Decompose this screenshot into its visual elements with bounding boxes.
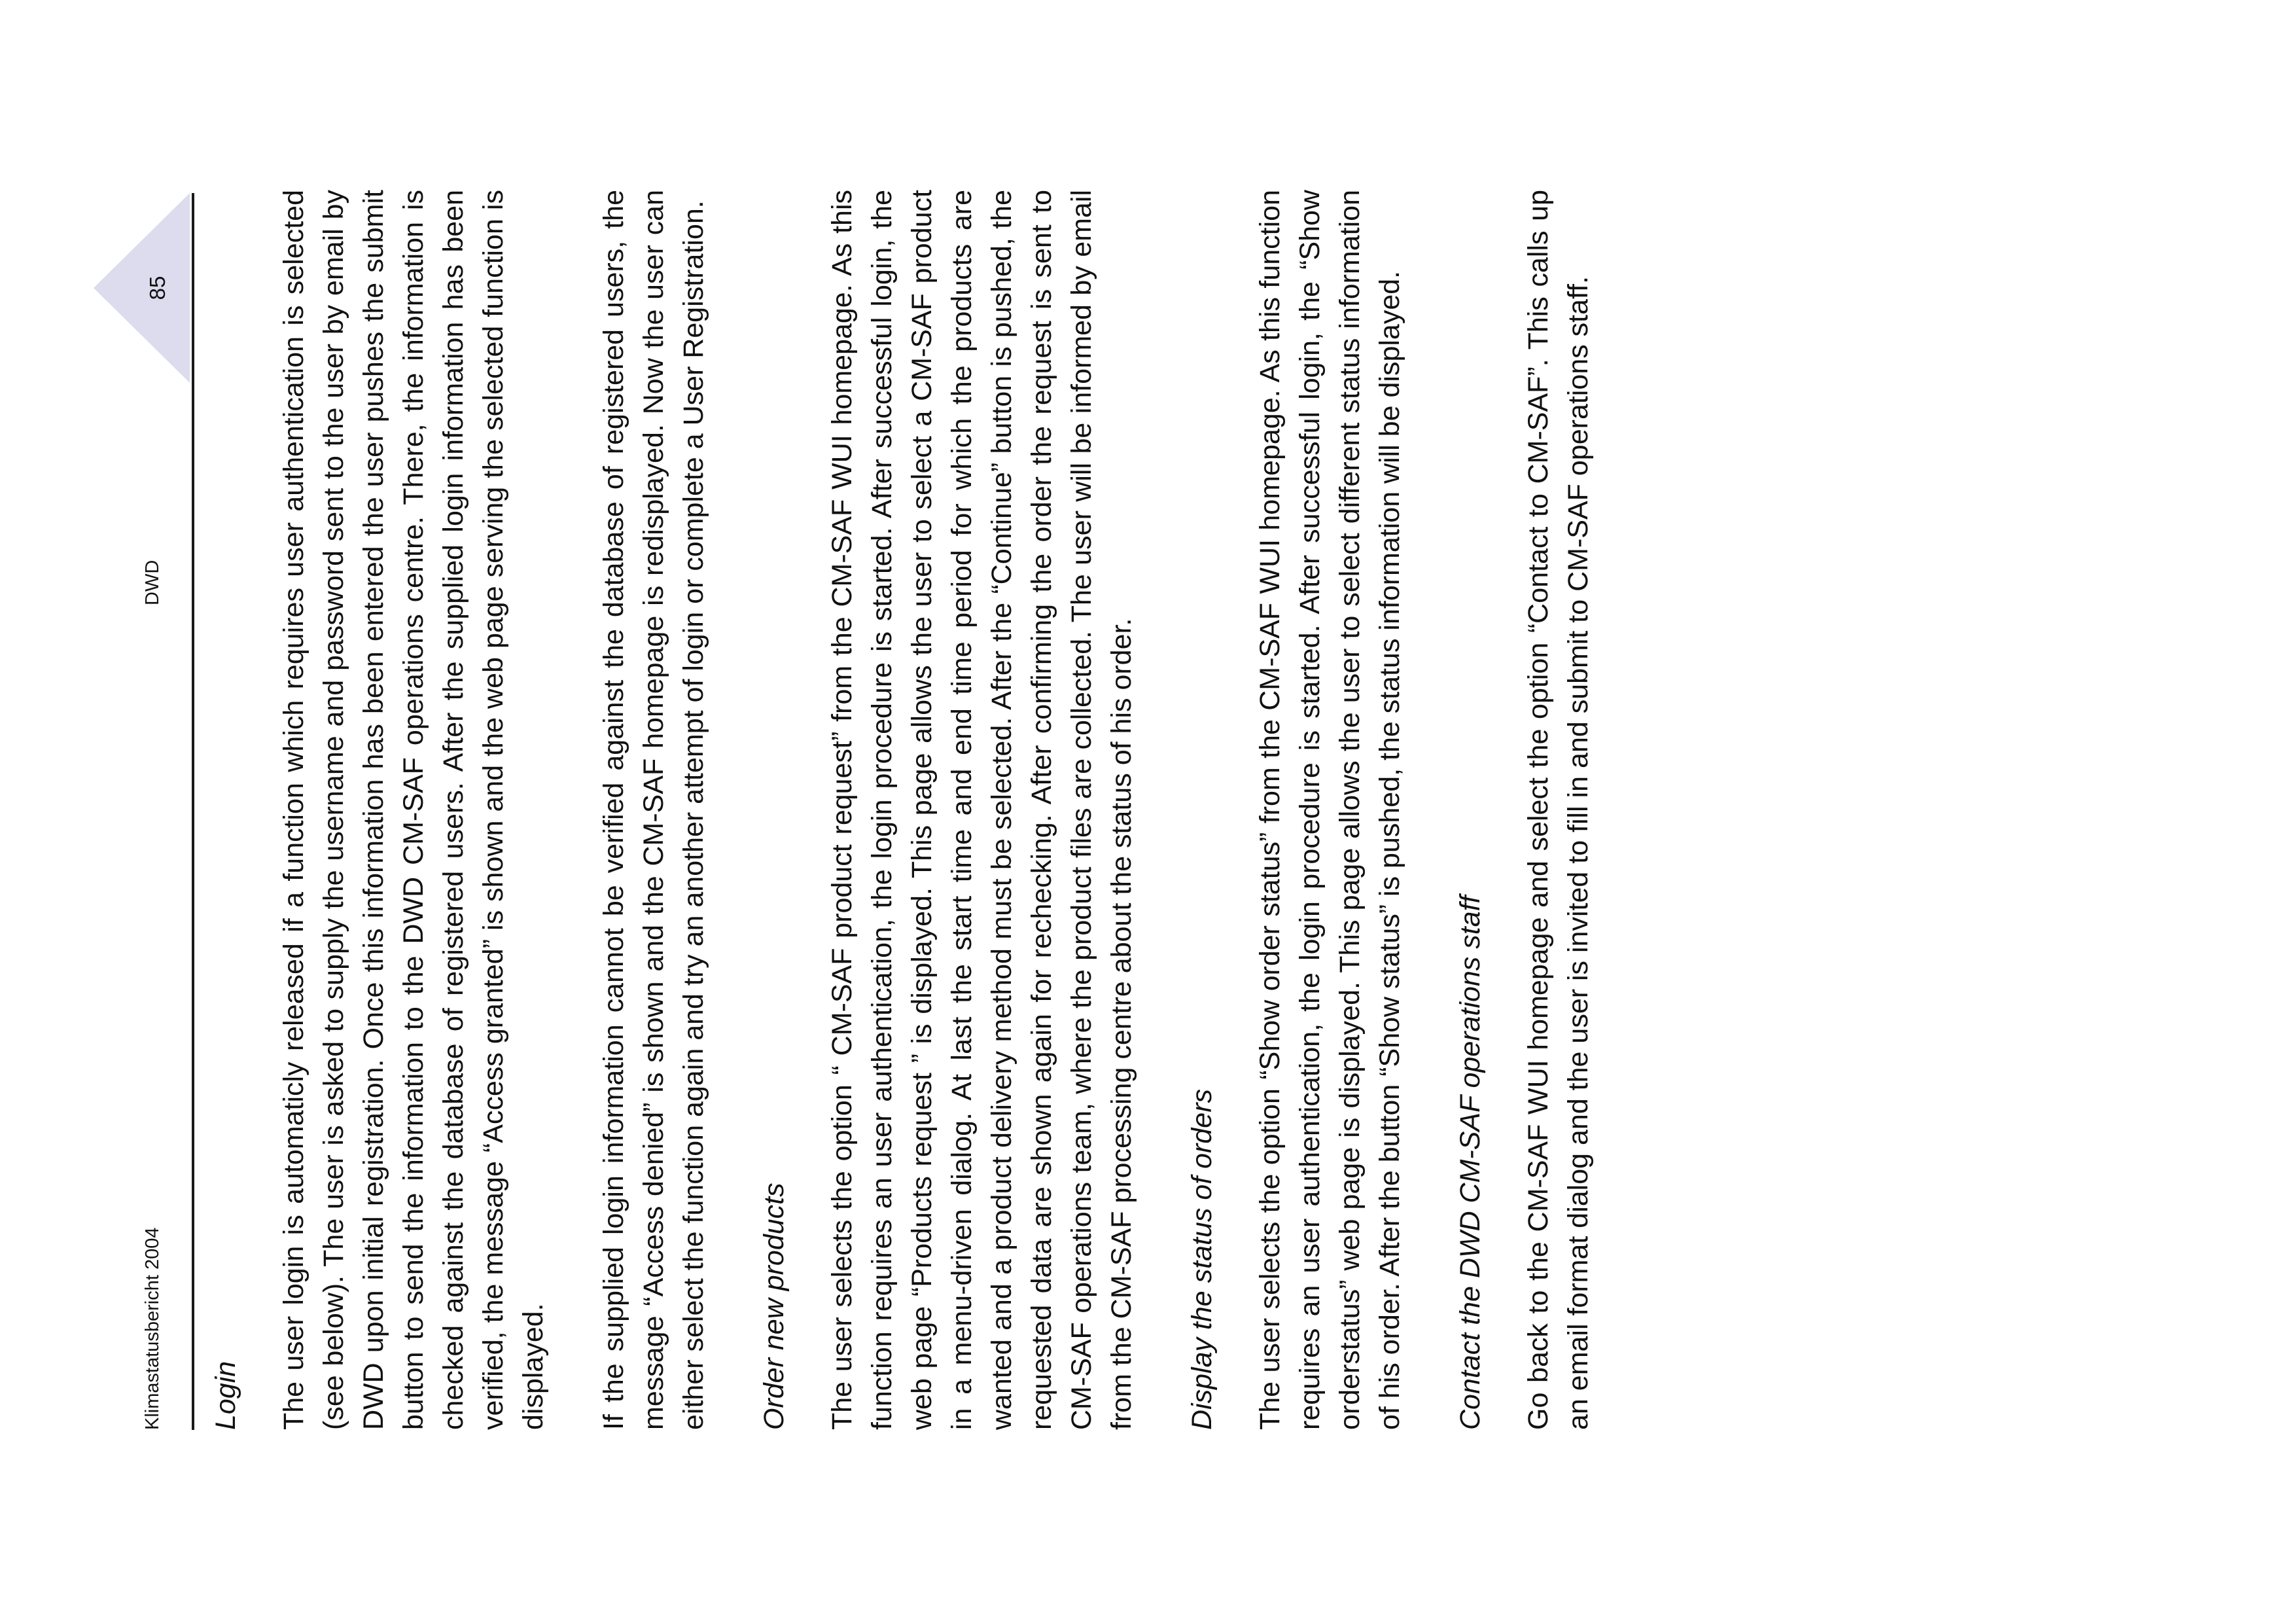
paragraph: The user selects the option “Show order status” from the CM-SAF WUI homepage. As this function requires an user authentication, the login procedure is started. After successful login, the “Show orderstatus” web page is displayed. This page allows the user to select different status information of his order. After the button “Show status” is pushed, the status information will be displayed. — [1254, 190, 1405, 1430]
header-divider — [192, 193, 194, 1430]
section-contact — [1451, 190, 1598, 1430]
section-login — [206, 190, 714, 1430]
header-report-title: Klimastatusbericht 2004 — [142, 1227, 163, 1430]
section-heading-order: Order new products — [758, 1183, 790, 1430]
section-order — [754, 190, 1142, 1430]
section-status — [1182, 190, 1410, 1430]
page-number-triangle — [94, 193, 190, 383]
page-content — [206, 190, 1639, 1430]
paragraph: The user login is automaticly released if a function which requires user authentication is selected (see below). The user is asked to supply the username and password sent to the user by email by DWD upon initial registration. Once this information has been entered the user pushes the submit button to send the information to the DWD CM-SAF operations centre. There, the information is checked against the database of registered users. After the supplied login information has been verified, the message “Access granted” is shown and the web page serving the selected function is displayed. — [278, 190, 549, 1430]
page-number: 85 — [145, 276, 169, 300]
section-heading-status: Display the status of orders — [1186, 1088, 1218, 1430]
section-heading-contact: Contact the DWD CM-SAF operations staff — [1455, 895, 1486, 1430]
header-organization: DWD — [142, 560, 163, 605]
paragraph: Go back to the CM-SAF WUI homepage and select the option “Contact to CM-SAF”. This calls up an email format dialog and the user is invited to fill in and submit to CM-SAF operations staff. — [1523, 190, 1594, 1430]
paragraph: If the supplied login information cannot be verified against the database of registered users, the message “Access denied” is shown and the CM-SAF homepage is redisplayed. Now the user can either select the function again and try an another attempt of login or complete a User Registration. — [598, 190, 709, 1430]
paragraph: The user selects the option “ CM-SAF product request” from the CM-SAF WUI homepage. As this function requires an user authentication, the login procedure is started. After successful login, the web page “Products request ” is displayed. This page allows the user to select a CM-SAF product in a menu-driven dialog. At last the start time and end time period for which the products are wanted and a product delivery method must be selected. After the “Continue” button is pushed, the requested data are shown again for rechecking. After confirming the order the request is sent to CM-SAF operations team, where the product files are collected. The user will be informed by email from the CM-SAF processing centre about the status of his order. — [826, 190, 1137, 1430]
section-heading-login: Login — [210, 1361, 241, 1430]
